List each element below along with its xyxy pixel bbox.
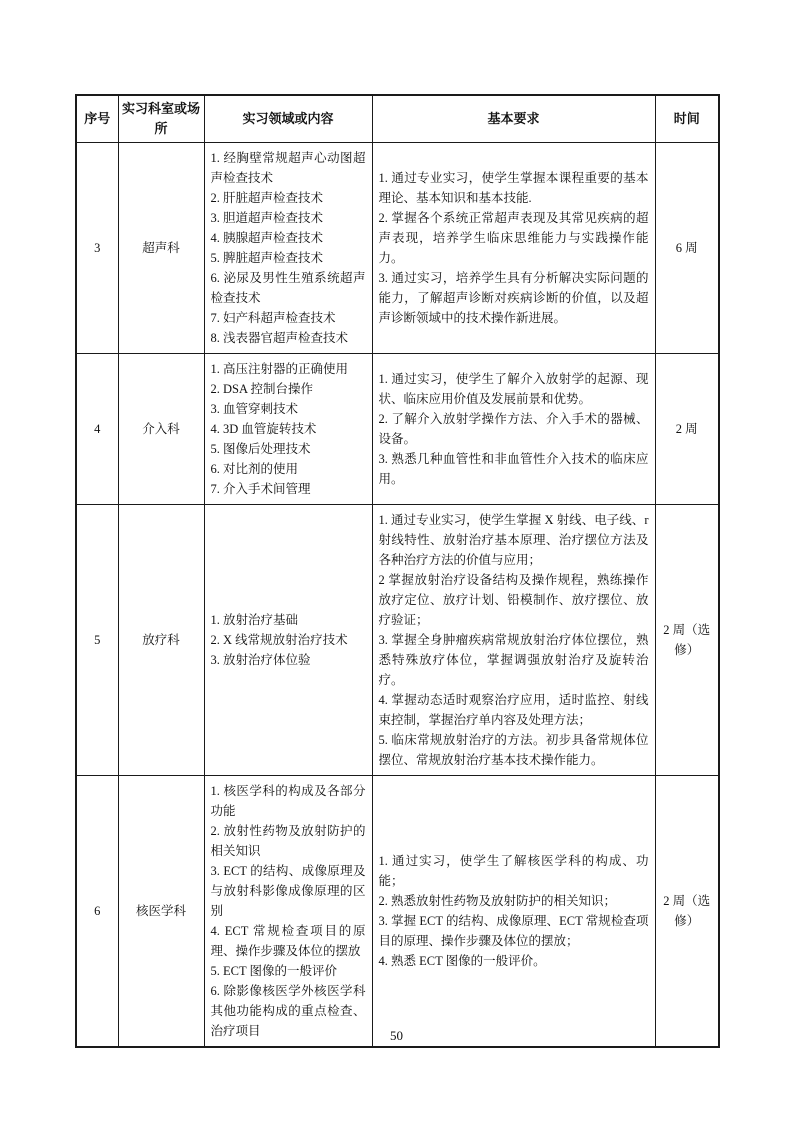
row-content [204,143,372,354]
requirement-item: 3. 通过实习，培养学生具有分析解决实际问题的能力，了解超声诊断对疾病诊断的价值，以及超声诊断领域中的技术操作新进展。 [378,271,649,325]
requirement-item: 4. 掌握动态适时观察治疗应用，适时监控、射线束控制，掌握治疗单内容及处理方法； [378,693,649,727]
requirement-item: 2. 了解介入放射学操作方法、介入手术的器械、设备。 [378,412,649,446]
content-item: 1. 高压注射器的正确使用 [210,362,349,376]
requirement-item: 2 掌握放射治疗设备结构及操作规程，熟练操作放疗定位、放疗计划、铅模制作、放疗摆位、放疗验证； [378,573,649,627]
content-item: 4. ECT 常规检查项目的原理、操作步骤及体位的摆放 [210,924,366,958]
content-item: 6. 除影像核医学外核医学科其他功能构成的重点检查、治疗项目 [210,984,366,1038]
row-requirements [372,354,655,505]
content-item: 3. ECT 的结构、成像原理及与放射科影像成像原理的区别 [210,864,366,918]
internship-table [75,94,720,1048]
content-item: 5. ECT 图像的一般评价 [210,964,338,978]
table-row [76,143,719,354]
content-item: 1. 核医学科的构成及各部分功能 [210,784,366,818]
requirement-item: 2. 掌握各个系统正常超声表现及其常见疾病的超声表现，培养学生临床思维能力与实践操作能力。 [378,211,649,265]
row-time: 2 周 [655,354,719,505]
content-item: 5. 图像后处理技术 [210,442,311,456]
table-body [76,143,719,1048]
row-no: 5 [76,505,118,776]
page-number: 50 [390,1028,403,1043]
header-time: 时间 [655,95,719,143]
content-item: 1. 经胸壁常规超声心动图超声检查技术 [210,151,366,185]
row-time: 2 周（选修） [655,776,719,1048]
content-item: 3. 胆道超声检查技术 [210,211,324,225]
content-item: 6. 泌尿及男性生殖系统超声检查技术 [210,271,366,305]
row-content [204,354,372,505]
content-item: 2. 放射性药物及放射防护的相关知识 [210,824,366,858]
content-item: 4. 3D 血管旋转技术 [210,422,317,436]
table-row [76,354,719,505]
content-item: 1. 放射治疗基础 [210,613,299,627]
internship-table-section [75,94,718,1048]
requirement-item: 1. 通过专业实习，使学生掌握本课程重要的基本理论、基本知识和基本技能. [378,171,649,205]
content-item: 3. 放射治疗体位验 [210,653,311,667]
requirement-item: 2. 熟悉放射性药物及放射防护的相关知识； [378,894,617,908]
content-item: 6. 对比剂的使用 [210,462,299,476]
row-time: 2 周（选修） [655,505,719,776]
row-content [204,505,372,776]
requirement-item: 1. 通过专业实习，使学生掌握 X 射线、电子线、r 射线特性、放射治疗基本原理、治疗摆位方法及各种治疗方法的价值与应用； [378,513,649,567]
requirement-item: 3. 熟悉几种血管性和非血管性介入技术的临床应用。 [378,452,649,486]
row-no: 4 [76,354,118,505]
requirement-item: 4. 熟悉 ECT 图像的一般评价。 [378,954,546,968]
content-item: 7. 妇产科超声检查技术 [210,311,336,325]
header-requirements: 基本要求 [372,95,655,143]
content-item: 5. 脾脏超声检查技术 [210,251,324,265]
content-item: 7. 介入手术间管理 [210,482,311,496]
content-item: 8. 浅表器官超声检查技术 [210,331,349,345]
content-item: 3. 血管穿刺技术 [210,402,299,416]
row-dept: 核医学科 [118,776,204,1048]
row-dept: 放疗科 [118,505,204,776]
table-header-row [76,95,719,143]
row-requirements [372,143,655,354]
header-content: 实习领域或内容 [204,95,372,143]
requirement-item: 3. 掌握全身肿瘤疾病常规放射治疗体位摆位，熟悉特殊放疗体位，掌握调强放射治疗及旋转治疗。 [378,633,649,687]
row-requirements [372,505,655,776]
row-content [204,776,372,1048]
content-item: 2. DSA 控制台操作 [210,382,313,396]
row-dept: 超声科 [118,143,204,354]
row-dept: 介入科 [118,354,204,505]
row-requirements [372,776,655,1048]
table-row [76,776,719,1048]
header-dept: 实习科室或场所 [118,95,204,143]
header-no: 序号 [76,95,118,143]
requirement-item: 3. 掌握 ECT 的结构、成像原理、ECT 常规检查项目的原理、操作步骤及体位的摆放； [378,914,649,948]
row-no: 6 [76,776,118,1048]
content-item: 2. 肝脏超声检查技术 [210,191,324,205]
requirement-item: 5. 临床常规放射治疗的方法。初步具备常规体位摆位、常规放射治疗基本技术操作能力。 [378,733,649,767]
content-item: 4. 胰腺超声检查技术 [210,231,324,245]
requirement-item: 1. 通过实习，使学生了解介入放射学的起源、现状、临床应用价值及发展前景和优势。 [378,372,649,406]
requirement-item: 1. 通过实习，使学生了解核医学科的构成、功能； [378,854,649,888]
content-item: 2. X 线常规放射治疗技术 [210,633,348,647]
row-no: 3 [76,143,118,354]
row-time: 6 周 [655,143,719,354]
table-row [76,505,719,776]
